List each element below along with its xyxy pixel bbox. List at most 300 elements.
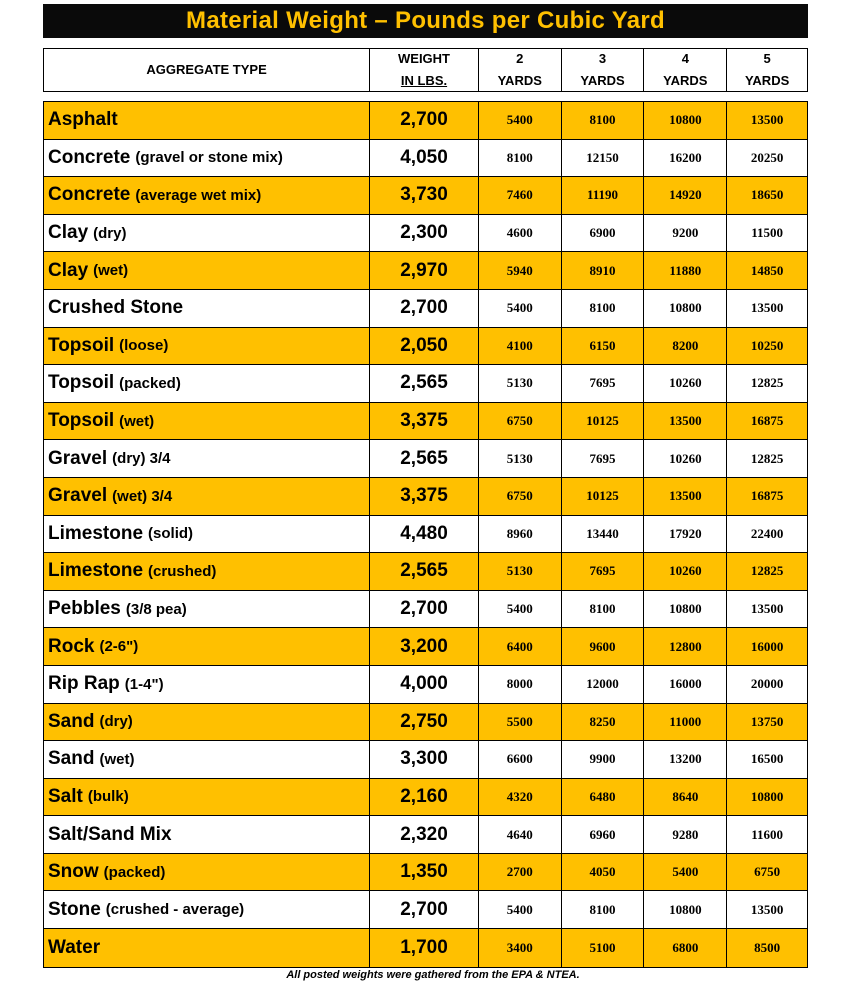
aggregate-name: Topsoil — [48, 410, 115, 432]
yards-3-cell — [562, 140, 645, 177]
yards-2-value: 6750 — [506, 413, 533, 429]
yards-3-cell — [562, 891, 645, 928]
yards-5-value: 14850 — [750, 262, 784, 278]
yards-5-value: 18650 — [750, 187, 784, 203]
yards-4-cell — [644, 328, 727, 365]
weight-cell — [370, 891, 479, 928]
yards-2-value: 5400 — [506, 901, 533, 917]
aggregate-name: Rip Rap — [48, 673, 120, 695]
table-row — [44, 177, 807, 215]
weight-cell — [370, 704, 479, 741]
aggregate-name: Salt — [48, 785, 83, 807]
table-row — [44, 929, 807, 967]
weight-cell — [370, 741, 479, 778]
table-row — [44, 666, 807, 704]
yards-3-cell — [562, 816, 645, 853]
weight-value: 4,050 — [400, 146, 448, 168]
table-row — [44, 290, 807, 328]
yards-5-value: 10800 — [750, 788, 784, 804]
yards-4-cell — [644, 140, 727, 177]
yards-3-cell — [562, 704, 645, 741]
aggregate-name: Salt/Sand Mix — [48, 823, 172, 845]
aggregate-name: Pebbles — [48, 598, 121, 620]
yards-4-value: 13500 — [669, 488, 702, 504]
yards-2-cell — [479, 891, 562, 928]
aggregate-name: Sand — [48, 748, 95, 770]
table-row — [44, 365, 807, 403]
aggregate-qualifier: (crushed - average) — [105, 901, 245, 919]
weights-table — [43, 101, 808, 968]
yards-3-value: 12000 — [586, 676, 619, 692]
yards-2-value: 5130 — [506, 450, 533, 466]
yards-2-cell — [479, 252, 562, 289]
yards-2-value: 6750 — [506, 488, 533, 504]
aggregate-name: Sand — [48, 710, 95, 732]
table-row — [44, 779, 807, 817]
yards-2-value: 6600 — [506, 751, 533, 767]
yards-4-value: 17920 — [669, 525, 702, 541]
yards-2-cell — [479, 328, 562, 365]
yards-5-value: 22400 — [750, 525, 784, 541]
yards-3-cell — [562, 365, 645, 402]
yards-4-cell — [644, 215, 727, 252]
table-row — [44, 553, 807, 591]
aggregate-qualifier: (gravel or stone mix) — [135, 149, 283, 167]
aggregate-name-cell — [44, 628, 370, 665]
yards-5-cell — [727, 591, 807, 628]
weight-value: 2,565 — [400, 447, 448, 469]
weight-value: 3,200 — [400, 635, 448, 657]
yards-3-cell — [562, 779, 645, 816]
yards-2-value: 4640 — [506, 826, 533, 842]
table-row — [44, 440, 807, 478]
yards-3-value: 8100 — [589, 300, 616, 316]
weight-cell — [370, 215, 479, 252]
yards-3-value: 7695 — [589, 375, 616, 391]
yards-5-cell — [727, 140, 807, 177]
yards-2-cell — [479, 553, 562, 590]
yards-2-cell — [479, 591, 562, 628]
aggregate-name: Gravel — [48, 485, 108, 507]
yards-3-value: 5100 — [589, 939, 616, 955]
yards-3-cell — [562, 328, 645, 365]
footnote: All posted weights were gathered from the EPA & NTEA. — [286, 969, 580, 981]
table-row — [44, 741, 807, 779]
yards-5-cell — [727, 741, 807, 778]
yards-4-cell — [644, 252, 727, 289]
aggregate-name-cell — [44, 741, 370, 778]
weight-value: 4,480 — [400, 522, 448, 544]
header-2-yards: 2 YARDS — [479, 49, 562, 91]
aggregate-name-cell — [44, 891, 370, 928]
yards-2-value: 6400 — [506, 638, 533, 654]
yards-3-value: 10125 — [586, 488, 619, 504]
weight-cell — [370, 591, 479, 628]
weight-value: 2,565 — [400, 560, 448, 582]
table-row — [44, 252, 807, 290]
yards-4-value: 10800 — [669, 112, 702, 128]
aggregate-name: Clay — [48, 222, 89, 244]
yards-3-value: 6480 — [589, 788, 616, 804]
weight-cell — [370, 553, 479, 590]
weight-value: 2,700 — [400, 297, 448, 319]
yards-2-value: 4600 — [506, 225, 533, 241]
yards-4-value: 9280 — [672, 826, 699, 842]
yards-3-value: 8250 — [589, 713, 616, 729]
header-weight: WEIGHT IN LBS. — [370, 49, 479, 91]
aggregate-name-cell — [44, 516, 370, 553]
yards-2-value: 7460 — [506, 187, 533, 203]
weight-value: 2,320 — [400, 823, 448, 845]
aggregate-name: Clay — [48, 259, 89, 281]
aggregate-name-cell — [44, 816, 370, 853]
yards-3-cell — [562, 591, 645, 628]
header-3-yards: 3 YARDS — [562, 49, 645, 91]
aggregate-name-cell — [44, 252, 370, 289]
aggregate-name: Stone — [48, 898, 101, 920]
yards-5-cell — [727, 365, 807, 402]
yards-2-cell — [479, 102, 562, 139]
yards-4-cell — [644, 929, 727, 967]
table-header — [43, 48, 808, 92]
yards-3-value: 7695 — [589, 563, 616, 579]
aggregate-qualifier: (dry) — [99, 713, 133, 731]
yards-4-value: 10260 — [669, 375, 702, 391]
aggregate-name: Crushed Stone — [48, 297, 184, 319]
yards-4-value: 6800 — [672, 939, 699, 955]
yards-5-value: 11500 — [751, 225, 783, 241]
yards-3-value: 8100 — [589, 901, 616, 917]
yards-2-cell — [479, 816, 562, 853]
table-row — [44, 854, 807, 892]
yards-5-cell — [727, 816, 807, 853]
weight-value: 3,375 — [400, 410, 448, 432]
weight-cell — [370, 779, 479, 816]
yards-3-value: 6150 — [589, 337, 616, 353]
yards-3-cell — [562, 516, 645, 553]
yards-2-value: 4320 — [506, 788, 533, 804]
yards-4-value: 14920 — [669, 187, 702, 203]
yards-4-value: 11000 — [669, 713, 702, 729]
yards-5-value: 20000 — [750, 676, 784, 692]
aggregate-name-cell — [44, 440, 370, 477]
weight-value: 3,730 — [400, 184, 448, 206]
yards-2-value: 5940 — [506, 262, 533, 278]
yards-2-cell — [479, 403, 562, 440]
yards-4-cell — [644, 290, 727, 327]
weight-cell — [370, 516, 479, 553]
yards-2-value: 5130 — [506, 563, 533, 579]
aggregate-name: Limestone — [48, 522, 144, 544]
yards-5-cell — [727, 628, 807, 665]
yards-5-cell — [727, 704, 807, 741]
weight-value: 1,700 — [400, 936, 448, 958]
weight-value: 2,160 — [400, 785, 448, 807]
weight-value: 2,970 — [400, 259, 448, 281]
yards-4-cell — [644, 779, 727, 816]
yards-4-cell — [644, 591, 727, 628]
aggregate-qualifier: (packed) — [119, 374, 181, 392]
yards-4-cell — [644, 478, 727, 515]
yards-2-value: 5130 — [506, 375, 533, 391]
table-row — [44, 891, 807, 929]
aggregate-name: Gravel — [48, 447, 108, 469]
yards-4-cell — [644, 816, 727, 853]
yards-3-cell — [562, 854, 645, 891]
aggregate-name-cell — [44, 403, 370, 440]
yards-3-value: 9900 — [589, 751, 616, 767]
yards-3-value: 6900 — [589, 225, 616, 241]
table-row — [44, 591, 807, 629]
yards-2-cell — [479, 140, 562, 177]
aggregate-qualifier: (average wet mix) — [135, 186, 262, 204]
yards-2-cell — [479, 365, 562, 402]
weight-cell — [370, 252, 479, 289]
yards-4-cell — [644, 741, 727, 778]
yards-4-cell — [644, 365, 727, 402]
aggregate-name: Rock — [48, 635, 95, 657]
weight-cell — [370, 177, 479, 214]
yards-2-value: 8000 — [506, 676, 533, 692]
yards-5-cell — [727, 929, 807, 967]
yards-5-cell — [727, 666, 807, 703]
yards-4-value: 5400 — [672, 864, 699, 880]
yards-5-cell — [727, 440, 807, 477]
yards-3-cell — [562, 440, 645, 477]
aggregate-name-cell — [44, 365, 370, 402]
yards-2-cell — [479, 177, 562, 214]
yards-5-cell — [727, 290, 807, 327]
weight-value: 2,700 — [400, 898, 448, 920]
yards-3-value: 4050 — [589, 864, 616, 880]
aggregate-name-cell — [44, 290, 370, 327]
aggregate-name-cell — [44, 478, 370, 515]
yards-5-cell — [727, 891, 807, 928]
weight-cell — [370, 403, 479, 440]
yards-5-value: 13750 — [750, 713, 784, 729]
yards-5-value: 11600 — [751, 826, 783, 842]
yards-2-value: 4100 — [506, 337, 533, 353]
aggregate-name-cell — [44, 177, 370, 214]
yards-4-value: 11880 — [669, 262, 702, 278]
yards-4-value: 10260 — [669, 450, 702, 466]
weight-value: 2,300 — [400, 222, 448, 244]
yards-5-value: 13500 — [750, 112, 784, 128]
aggregate-name-cell — [44, 328, 370, 365]
weight-cell — [370, 290, 479, 327]
aggregate-qualifier: (loose) — [119, 337, 169, 355]
aggregate-name: Water — [48, 936, 101, 958]
title-bar — [43, 4, 808, 38]
yards-3-value: 11190 — [586, 187, 619, 203]
yards-4-cell — [644, 854, 727, 891]
yards-5-value: 8500 — [754, 939, 781, 955]
yards-2-value: 5400 — [506, 601, 533, 617]
table-row — [44, 628, 807, 666]
weight-cell — [370, 102, 479, 139]
yards-4-value: 10800 — [669, 300, 702, 316]
yards-5-cell — [727, 779, 807, 816]
weight-value: 3,300 — [400, 748, 448, 770]
yards-2-value: 5400 — [506, 112, 533, 128]
yards-3-cell — [562, 553, 645, 590]
yards-5-cell — [727, 215, 807, 252]
aggregate-name-cell — [44, 779, 370, 816]
aggregate-name-cell — [44, 140, 370, 177]
weight-cell — [370, 478, 479, 515]
yards-4-cell — [644, 177, 727, 214]
table-row — [44, 215, 807, 253]
weight-cell — [370, 628, 479, 665]
yards-2-value: 3400 — [506, 939, 533, 955]
header-aggregate-type: AGGREGATE TYPE — [44, 49, 370, 91]
yards-4-cell — [644, 440, 727, 477]
yards-5-cell — [727, 478, 807, 515]
yards-5-cell — [727, 177, 807, 214]
yards-3-cell — [562, 252, 645, 289]
yards-3-cell — [562, 102, 645, 139]
yards-3-cell — [562, 403, 645, 440]
yards-4-cell — [644, 704, 727, 741]
yards-2-cell — [479, 290, 562, 327]
table-row — [44, 704, 807, 742]
aggregate-qualifier: (crushed) — [148, 562, 217, 580]
yards-2-cell — [479, 741, 562, 778]
table-row — [44, 403, 807, 441]
yards-5-value: 12825 — [750, 375, 784, 391]
table-row — [44, 478, 807, 516]
yards-5-value: 13500 — [750, 901, 784, 917]
yards-4-value: 9200 — [672, 225, 699, 241]
header-4-yards: 4 YARDS — [644, 49, 727, 91]
aggregate-qualifier: (wet) — [93, 262, 129, 280]
weight-cell — [370, 328, 479, 365]
aggregate-name: Asphalt — [48, 109, 118, 131]
yards-2-cell — [479, 666, 562, 703]
yards-4-value: 10800 — [669, 901, 702, 917]
weight-cell — [370, 140, 479, 177]
aggregate-qualifier: (bulk) — [87, 788, 129, 806]
yards-3-cell — [562, 290, 645, 327]
aggregate-name: Concrete — [48, 146, 131, 168]
yards-5-value: 16000 — [750, 638, 784, 654]
yards-5-value: 12825 — [750, 563, 784, 579]
yards-5-value: 13500 — [750, 300, 784, 316]
weight-value: 2,700 — [400, 109, 448, 131]
aggregate-name-cell — [44, 854, 370, 891]
yards-5-value: 20250 — [750, 149, 784, 165]
aggregate-name: Limestone — [48, 560, 144, 582]
aggregate-name-cell — [44, 704, 370, 741]
yards-5-cell — [727, 328, 807, 365]
yards-4-cell — [644, 628, 727, 665]
yards-3-value: 7695 — [589, 450, 616, 466]
table-row — [44, 102, 807, 140]
yards-2-value: 8100 — [506, 149, 533, 165]
yards-3-cell — [562, 215, 645, 252]
weight-cell — [370, 816, 479, 853]
aggregate-qualifier: (dry) — [93, 224, 127, 242]
weight-value: 2,050 — [400, 334, 448, 356]
yards-4-cell — [644, 666, 727, 703]
yards-4-value: 13200 — [669, 751, 702, 767]
yards-2-value: 5400 — [506, 300, 533, 316]
weight-value: 2,700 — [400, 598, 448, 620]
weight-cell — [370, 929, 479, 967]
yards-2-value: 8960 — [506, 525, 533, 541]
yards-4-value: 16000 — [669, 676, 702, 692]
yards-2-cell — [479, 215, 562, 252]
yards-3-cell — [562, 666, 645, 703]
yards-5-value: 16875 — [750, 413, 784, 429]
yards-2-cell — [479, 779, 562, 816]
yards-4-value: 13500 — [669, 413, 702, 429]
weight-cell — [370, 854, 479, 891]
yards-4-value: 8200 — [672, 337, 699, 353]
aggregate-name-cell — [44, 666, 370, 703]
aggregate-qualifier: (2-6") — [99, 638, 139, 656]
aggregate-name-cell — [44, 553, 370, 590]
aggregate-qualifier: (3/8 pea) — [125, 600, 187, 618]
yards-3-value: 6960 — [589, 826, 616, 842]
table-row — [44, 816, 807, 854]
table-row — [44, 516, 807, 554]
aggregate-name-cell — [44, 929, 370, 967]
yards-2-cell — [479, 854, 562, 891]
yards-3-cell — [562, 628, 645, 665]
yards-4-cell — [644, 516, 727, 553]
yards-3-cell — [562, 478, 645, 515]
yards-4-value: 10260 — [669, 563, 702, 579]
yards-5-value: 10250 — [750, 337, 784, 353]
weight-cell — [370, 365, 479, 402]
yards-3-cell — [562, 741, 645, 778]
yards-5-value: 16875 — [750, 488, 784, 504]
yards-3-value: 8100 — [589, 601, 616, 617]
header-5-yards: 5 YARDS — [744, 51, 790, 88]
aggregate-name: Concrete — [48, 184, 131, 206]
aggregate-qualifier: (dry) 3/4 — [112, 450, 171, 468]
aggregate-name: Snow — [48, 861, 99, 883]
yards-4-cell — [644, 553, 727, 590]
yards-4-cell — [644, 891, 727, 928]
aggregate-qualifier: (wet) — [119, 412, 155, 430]
weight-cell — [370, 440, 479, 477]
yards-5-value: 12825 — [750, 450, 784, 466]
yards-2-cell — [479, 516, 562, 553]
yards-3-cell — [562, 929, 645, 967]
yards-2-cell — [479, 478, 562, 515]
aggregate-qualifier: (wet) — [99, 750, 135, 768]
yards-3-value: 8100 — [589, 112, 616, 128]
page-title: Material Weight – Pounds per Cubic Yard — [186, 7, 665, 34]
yards-2-cell — [479, 929, 562, 967]
yards-5-cell — [727, 252, 807, 289]
yards-4-value: 16200 — [669, 149, 702, 165]
aggregate-name-cell — [44, 102, 370, 139]
yards-2-value: 2700 — [506, 864, 533, 880]
yards-5-cell — [727, 102, 807, 139]
table-row — [44, 328, 807, 366]
weight-value: 3,375 — [400, 485, 448, 507]
yards-3-value: 10125 — [586, 413, 619, 429]
yards-3-value: 8910 — [589, 262, 616, 278]
yards-4-value: 10800 — [669, 601, 702, 617]
weight-value: 4,000 — [400, 673, 448, 695]
yards-5-value: 13500 — [750, 601, 784, 617]
aggregate-name: Topsoil — [48, 334, 115, 356]
yards-3-value: 9600 — [589, 638, 616, 654]
